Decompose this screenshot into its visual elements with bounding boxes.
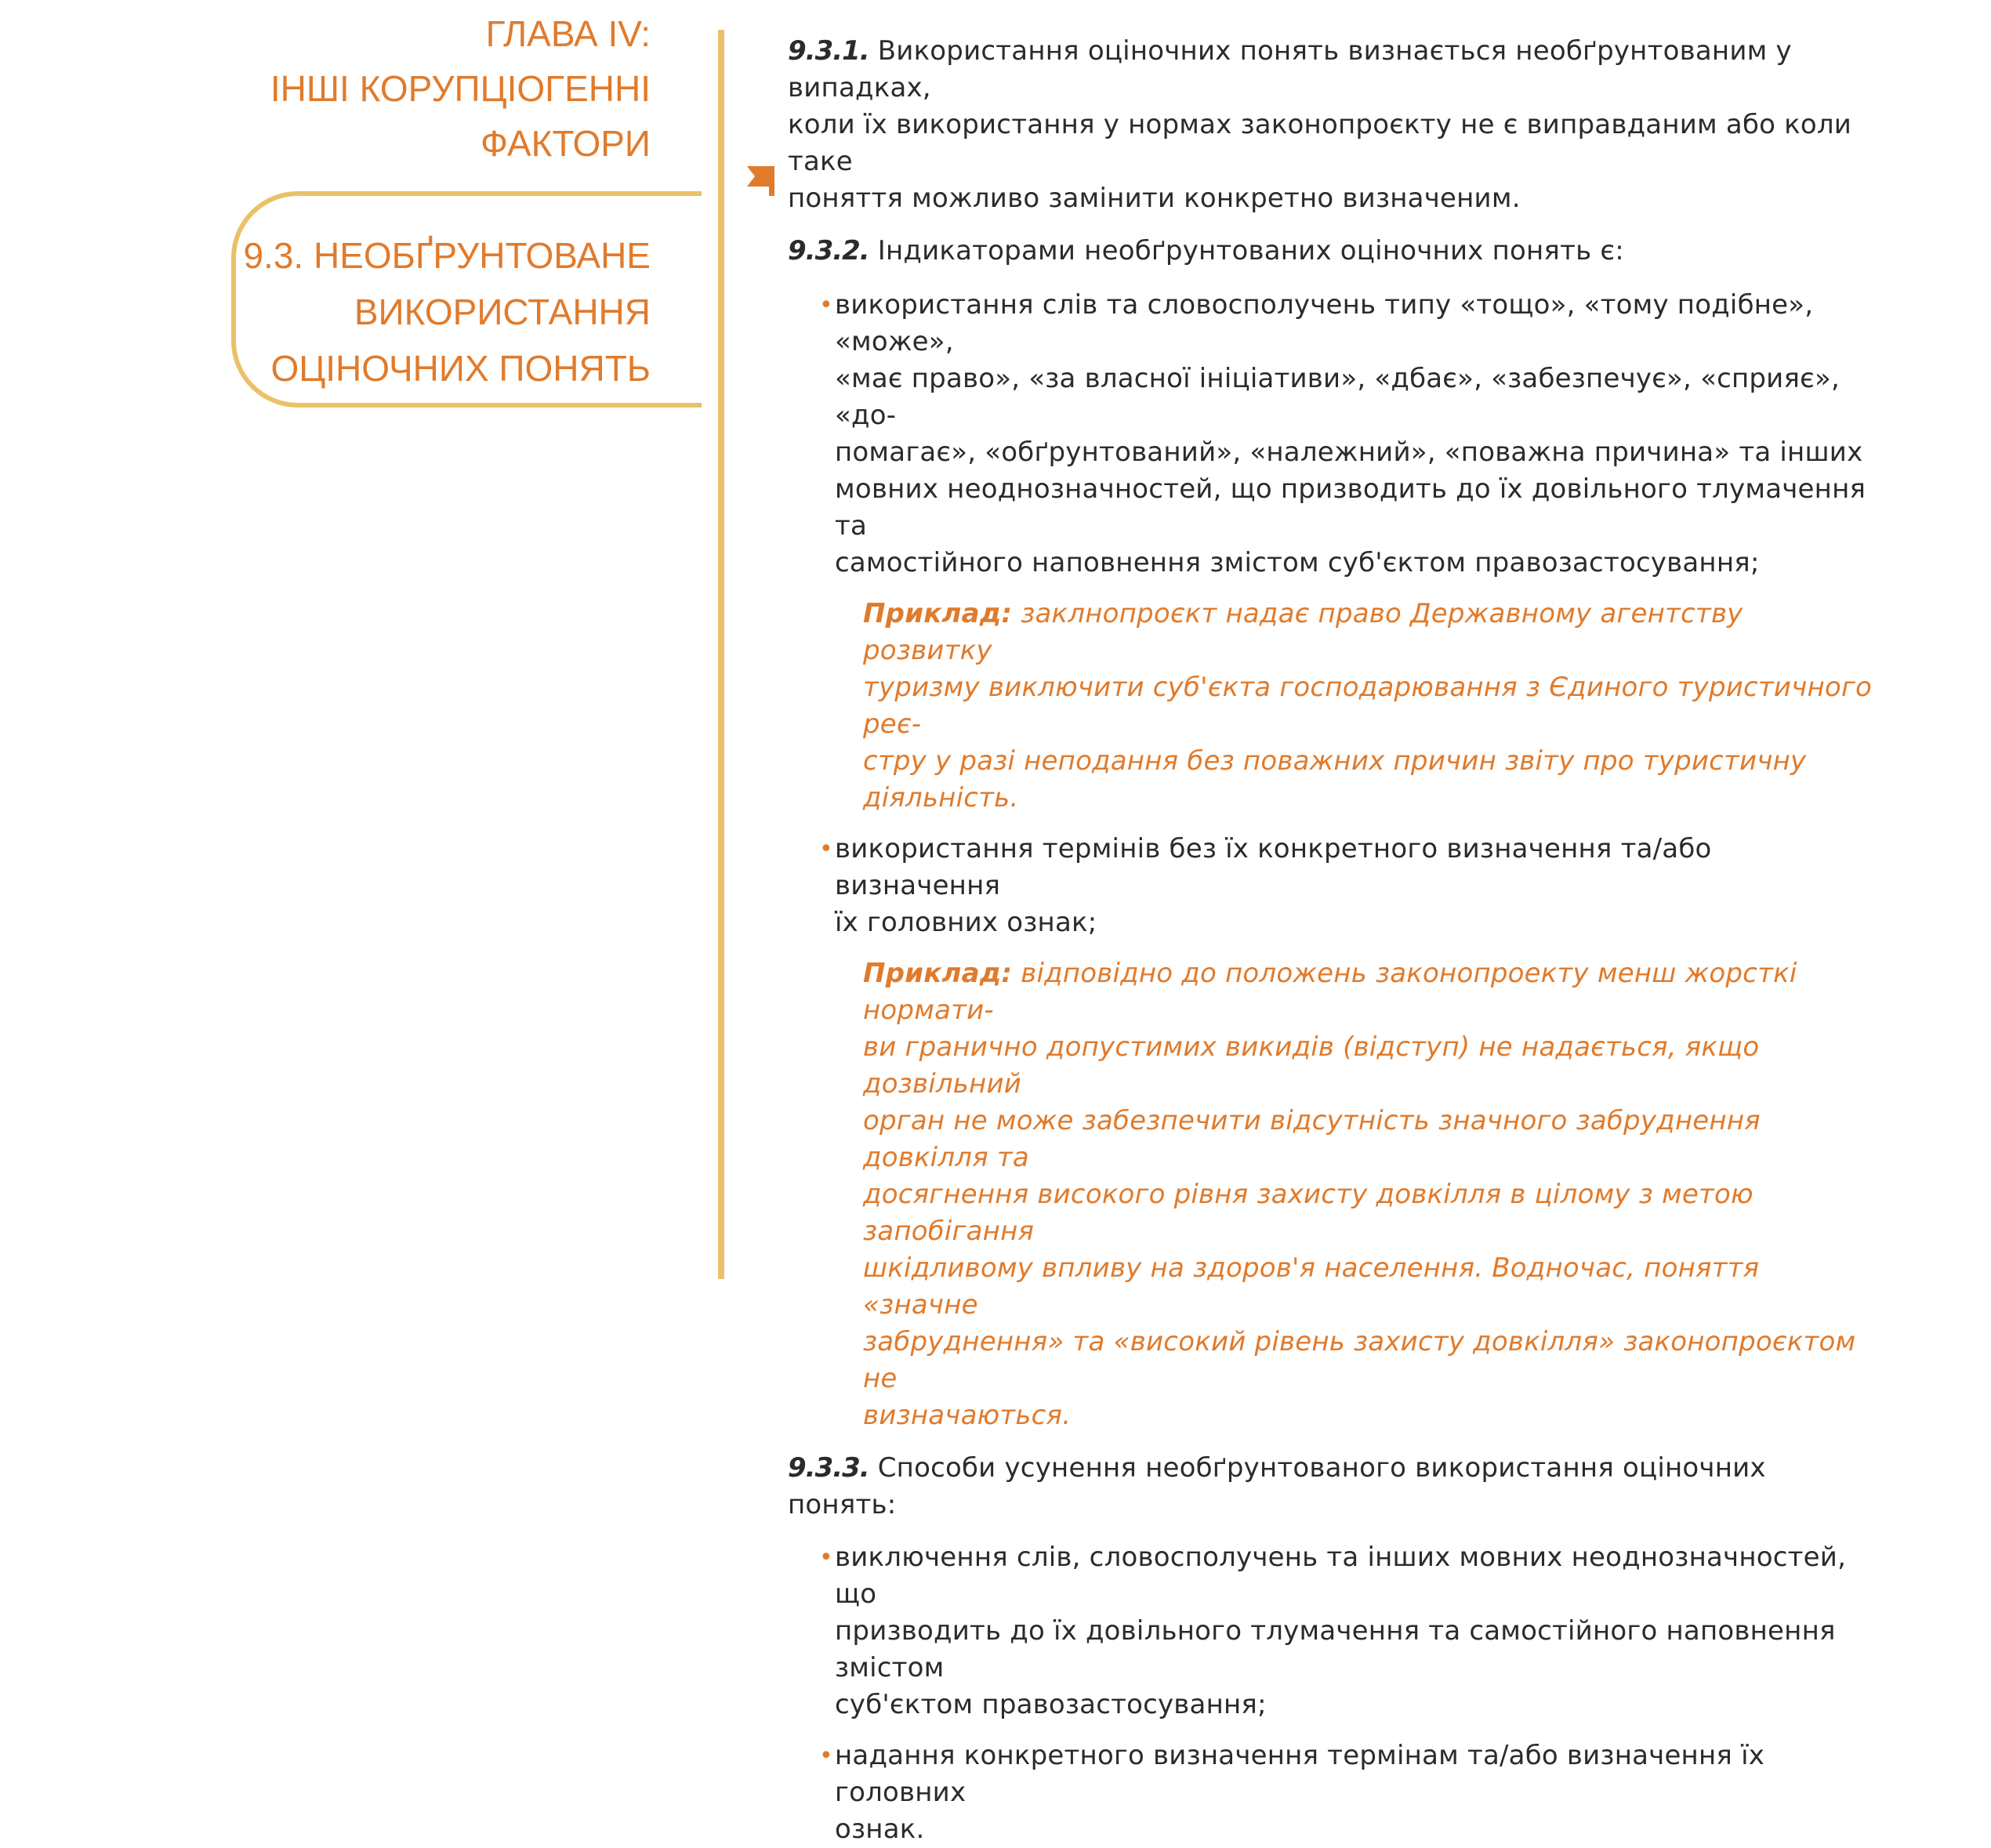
text-line: забруднення» та «високий рівень захисту довкілля» законопроєктом не bbox=[863, 1326, 1856, 1394]
text-line: досягнення високого рівня захисту довкілля в цілому з метою запобігання bbox=[863, 1179, 1753, 1247]
paragraph-9-3-2 bbox=[788, 233, 1877, 270]
text-line: орган не може забезпечити відсутність значного забруднення довкілля та bbox=[863, 1105, 1761, 1173]
text-line: мовних неоднозначностей, що призводить до їх довільного тлумачення та bbox=[835, 473, 1866, 542]
bullet-icon: • bbox=[819, 1742, 833, 1770]
text-line: їх головних ознак; bbox=[835, 907, 1097, 938]
paragraph-number: 9.3.3. bbox=[788, 1452, 869, 1484]
text-line: призводить до їх довільного тлумачення та самостійного наповнення змістом bbox=[835, 1615, 1836, 1683]
list-item bbox=[788, 1737, 1877, 1848]
list-item bbox=[788, 831, 1877, 941]
chapter-title-line: ІНШІ КОРУПЦІОГЕННІ bbox=[270, 68, 651, 109]
text-line: туризму виключити суб'єкта господарювання з Єдиного туристичного реє- bbox=[863, 672, 1873, 740]
text-line: самостійного наповнення змістом суб'єктом правозастосування; bbox=[835, 547, 1760, 578]
chapter-title bbox=[270, 6, 651, 171]
text-line: «має право», «за власної ініціативи», «дбає», «забезпечує», «сприяє», «до- bbox=[835, 363, 1840, 431]
paragraph-9-3-3 bbox=[788, 1450, 1877, 1524]
chapter-title-line: ГЛАВА IV: bbox=[485, 13, 651, 54]
text-line: надання конкретного визначення термінам та/або визначення їх головних bbox=[835, 1740, 1765, 1808]
paragraph-9-3-1 bbox=[788, 33, 1877, 217]
text-line: коли їх використання у нормах законопроєкту не є виправданим або коли таке bbox=[788, 109, 1852, 177]
section-title bbox=[243, 227, 651, 397]
text-line: заклнопроєкт надає право Державному агентству розвитку bbox=[863, 598, 1743, 666]
text-line: виключення слів, словосполучень та інших мовних неоднозначностей, що bbox=[835, 1542, 1847, 1610]
text-line: Індикаторами необґрунтованих оціночних понять є: bbox=[869, 235, 1624, 266]
bullet-icon: • bbox=[819, 835, 833, 863]
chapter-title-line: ФАКТОРИ bbox=[481, 123, 651, 164]
text-line: шкідливому впливу на здоров'я населення. Водночас, поняття «значне bbox=[863, 1252, 1760, 1321]
section-title-line: ВИКОРИСТАННЯ bbox=[354, 292, 651, 332]
text-line: ви гранично допустимих викидів (відступ) не надається, якщо дозвільний bbox=[863, 1031, 1760, 1100]
list-item bbox=[788, 287, 1877, 582]
text-line: Способи усунення необґрунтованого використання оціночних понять: bbox=[788, 1452, 1766, 1520]
text-line: Використання оціночних понять визнається необґрунтованим у випадках, bbox=[788, 35, 1792, 103]
text-line: поняття можливо замінити конкретно визначеним. bbox=[788, 183, 1521, 214]
text-line: використання термінів без їх конкретного визначення та/або визначення bbox=[835, 833, 1712, 901]
text-line: визначаються. bbox=[863, 1400, 1072, 1431]
example-block bbox=[788, 596, 1877, 817]
main-content bbox=[788, 33, 1877, 1848]
example-label: Приклад: bbox=[863, 598, 1013, 629]
list-item bbox=[788, 1539, 1877, 1723]
vertical-divider bbox=[718, 30, 724, 1279]
text-line: відповідно до положень законопроекту менш жорсткі нормати- bbox=[863, 958, 1797, 1026]
flag-marker-icon bbox=[747, 166, 775, 196]
text-line: використання слів та словосполучень типу «тощо», «тому подібне», «може», bbox=[835, 289, 1814, 357]
example-label: Приклад: bbox=[863, 958, 1013, 989]
text-line: помагає», «обґрунтований», «належний», «поважна причина» та інших bbox=[835, 437, 1863, 468]
section-title-line: 9.3. НЕОБҐРУНТОВАНЕ bbox=[243, 235, 651, 276]
bullet-icon: • bbox=[819, 1544, 833, 1571]
text-line: стру у разі неподання без поважних причин звіту про туристичну діяльність. bbox=[863, 745, 1807, 813]
bullet-icon: • bbox=[819, 292, 833, 319]
text-line: суб'єктом правозастосування; bbox=[835, 1689, 1267, 1720]
text-line: ознак. bbox=[835, 1814, 925, 1845]
paragraph-number: 9.3.1. bbox=[788, 35, 869, 67]
example-block bbox=[788, 955, 1877, 1434]
paragraph-number: 9.3.2. bbox=[788, 235, 869, 266]
section-title-line: ОЦІНОЧНИХ ПОНЯТЬ bbox=[270, 348, 651, 389]
